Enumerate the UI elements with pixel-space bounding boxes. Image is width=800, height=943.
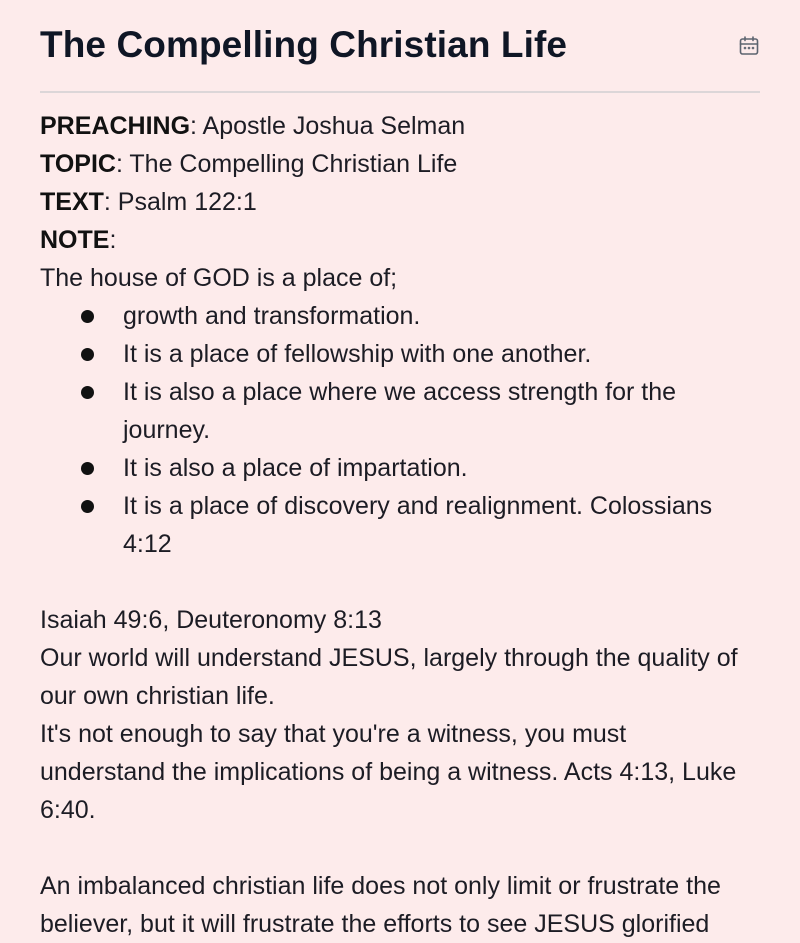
list-item-text: It is a place of discovery and realignment. Colossians 4:12 xyxy=(123,492,713,558)
preaching-value: : Apostle Joshua Selman xyxy=(190,112,466,140)
bullet-icon xyxy=(81,310,94,323)
list-item-text: It is also a place where we access strength for the journey. xyxy=(123,378,677,444)
topic-label: TOPIC xyxy=(40,150,116,178)
note-body[interactable] xyxy=(40,107,756,943)
paragraph: An imbalanced christian life does not only limit or frustrate the believer, but it will frustrate the efforts to see JESUS glorified xyxy=(40,872,721,938)
note-line xyxy=(40,221,756,259)
note-header xyxy=(40,14,760,76)
note-title[interactable]: The Compelling Christian Life xyxy=(40,24,568,65)
paragraph: It's not enough to say that you're a witness, you must understand the implications of being a witness. Acts 4:13, Luke 6:40. xyxy=(40,720,737,824)
blank-line xyxy=(40,563,756,601)
bullet-icon xyxy=(81,386,94,399)
title-divider xyxy=(40,91,760,93)
text-value: : Psalm 122:1 xyxy=(103,188,257,216)
note-colon: : xyxy=(109,226,117,254)
list-item-text: It is also a place of impartation. xyxy=(123,454,468,482)
scripture-references: Isaiah 49:6, Deuteronomy 8:13 xyxy=(40,606,382,634)
note-label: NOTE xyxy=(40,226,110,254)
list-item xyxy=(40,373,756,449)
preaching-line xyxy=(40,107,756,145)
topic-line xyxy=(40,145,756,183)
text-line xyxy=(40,183,756,221)
list-item xyxy=(40,487,756,563)
list-item xyxy=(40,297,756,335)
calendar-button[interactable] xyxy=(735,32,763,60)
list-item-text: It is a place of fellowship with one another. xyxy=(123,340,592,368)
bullet-icon xyxy=(81,348,94,361)
paragraph: Our world will understand JESUS, largely through the quality of our own christian life. xyxy=(40,644,738,710)
calendar-icon xyxy=(737,34,761,58)
text-label: TEXT xyxy=(40,188,104,216)
list-item xyxy=(40,449,756,487)
list-item xyxy=(40,335,756,373)
preaching-label: PREACHING xyxy=(40,112,191,140)
intro-line: The house of GOD is a place of; xyxy=(40,264,398,292)
list-item-text: growth and transformation. xyxy=(123,302,421,330)
bullet-list xyxy=(40,297,756,563)
bullet-icon xyxy=(81,462,94,475)
blank-line xyxy=(40,829,756,867)
bullet-icon xyxy=(81,500,94,513)
topic-value: : The Compelling Christian Life xyxy=(115,150,458,178)
